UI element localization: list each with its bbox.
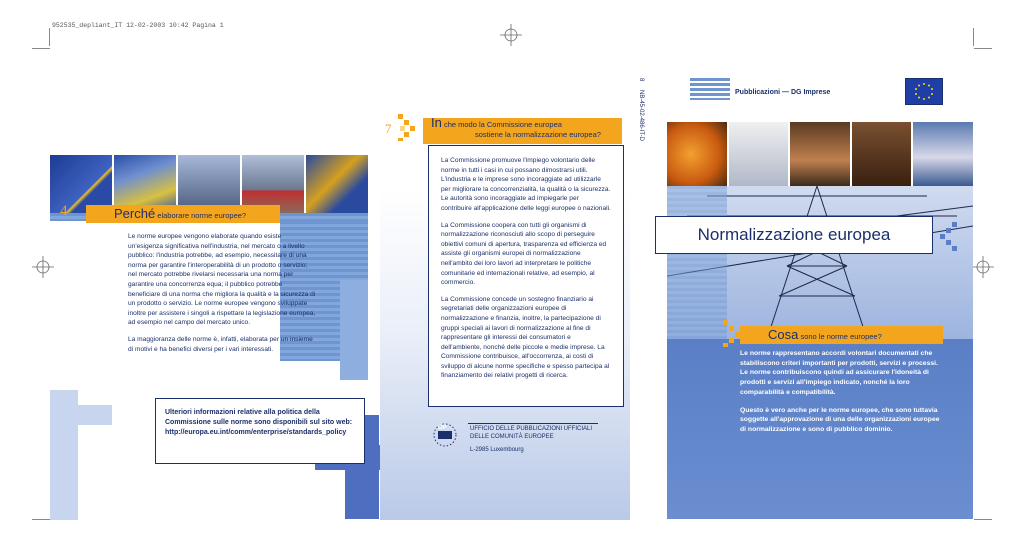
section-title-strong: Cosa — [768, 327, 799, 342]
section-title — [114, 205, 246, 225]
publisher — [470, 425, 592, 441]
left-body-text — [128, 232, 316, 361]
pixel-arrow-icon — [934, 220, 962, 261]
divider — [468, 423, 598, 424]
vertical-code: NB-45-02-486-IT-D — [638, 90, 644, 142]
publisher-line: DELLE COMUNITÀ EUROPEE — [470, 434, 554, 440]
right-body-text — [740, 349, 940, 435]
registration-mark-icon — [500, 24, 522, 46]
paragraph: Questo è vero anche per le norme europee, che sono tuttavia soggette all'approvazione di una delle organizzazioni europee di normalizzazione e sono di pubblico dominio. — [740, 406, 940, 433]
crop-mark — [32, 48, 50, 49]
section-title — [768, 326, 882, 346]
paragraph: La Commissione promuove l'impiego volontario delle norme in tutti i casi in cui possano dimostrarsi utili. L'industria e le imprese sono incoraggiate ad utilizzarle per migliorare la concorrenzialità, la qualità o la sicurezza. Le autorità sono incoraggiate ad impiegarle per contribuire all'applicazione delle leggi europee o nazionali. — [441, 157, 611, 212]
publisher-line: UFFICIO DELLE PUBBLICAZIONI UFFICIALI — [470, 426, 593, 432]
crop-mark — [974, 48, 992, 49]
paragraph: Le norme rappresentano accordi volontari documentati che stabiliscono criteri importanti per prodotti, servizi e processi. Le norme contribuiscono quindi ad assicurare l'idoneità di prodotti e servizi all'impiego indicato, nonché la loro comparabilità e compatibilità. — [740, 350, 938, 396]
blue-block — [340, 280, 368, 380]
person-photo-2 — [852, 122, 912, 186]
section-title-strong: Perché — [114, 206, 156, 221]
crop-mark — [32, 519, 50, 520]
photo-strip — [667, 122, 973, 186]
paragraph: Le norme europee vengono elaborate quando esiste un'esigenza significativa nell'industria, nel mercato o a livello pubblico: l'industria potrebbe, ad esempio, necessitare di una norma per garantire l'interoperabilità di un prodotto o servizio; nel mercato potrebbe rivelarsi necessaria una norma per garantire una concorrenza equa; il pubblico potrebbe beneficiare di una norma che migliora la qualità e la sicurezza di un prodotto o servizio. Le norme europee vengono sviluppate inoltre per assistere i singoli a rispettare la legislazione europea, ad esempio nel campo del mercato unico. — [128, 233, 316, 327]
publisher-city: L-2985 Luxembourg — [470, 447, 524, 453]
decorative-shape — [50, 390, 78, 520]
registration-mark-icon — [972, 256, 994, 278]
crop-mark — [974, 519, 992, 520]
paragraph: La Commissione coopera con tutti gli organismi di normalizzazione riconosciuti allo scopo di perseguire obiettivi comuni di apertura, trasparenza ed efficienza ed assiste gli organismi europei di normalizzazione nell'ambito dei loro lavori ad interpretare le politiche comunitarie ed internazionali relative, ad esempio, al commercio. — [441, 221, 607, 287]
section-title-rest: sono le norme europee? — [800, 332, 882, 341]
section-title — [431, 115, 601, 140]
section-title-strong: In — [431, 115, 442, 130]
info-box — [155, 398, 365, 464]
publications-label: Pubblicazioni — DG Imprese — [735, 89, 831, 96]
decorative-shape — [78, 405, 112, 425]
info-line: Commissione sulle norme sono disponibili sul sito web: — [165, 419, 353, 426]
blue-stripe — [667, 186, 727, 339]
person-photo — [790, 122, 850, 186]
middle-body-text — [428, 145, 624, 407]
crop-mark — [49, 28, 50, 46]
fruit-photo — [667, 122, 727, 186]
paragraph: La Commissione concede un sostegno finanziario ai segretariati delle organizzazioni europee di normalizzazione e finanzia, inoltre, la partecipazione di gruppi speciali ai lavori di normalizzazione al fine di rappresentare gli interessi dei consumatori e dell'ambiente, nonché delle piccole e medie imprese. La Commissione contribuisce, all'occorrenza, ai costi di sviluppo di alcune norme specifiche e spesso partecipa al finanziamento dei relativi progetti di ricerca. — [441, 295, 610, 380]
info-line: Ulteriori informazioni relative alla politica della — [165, 409, 320, 416]
section-title-rest: elaborare norme europee? — [157, 211, 247, 220]
paragraph: La maggioranza delle norme è, infatti, elaborata per un insieme di motivi e ha benefici diversi per i vari interessati. — [128, 335, 313, 353]
blue-lines-icon — [690, 78, 730, 100]
main-title: Normalizzazione europea — [655, 216, 933, 254]
lab-photo — [729, 122, 789, 186]
worker-photo — [913, 122, 973, 186]
eu-flag-icon — [905, 78, 943, 105]
vertical-page-number: 8 — [638, 78, 644, 82]
section-title-rest: sostiene la normalizzazione europea? — [475, 130, 601, 139]
section-number: 4 — [60, 203, 68, 219]
section-title-rest: che modo la Commissione europea — [443, 120, 562, 129]
registration-mark-icon — [32, 256, 54, 278]
print-header: 952535_depliant_IT 12-02-2003 10:42 Pagina 1 — [52, 22, 224, 29]
crop-mark — [973, 28, 974, 46]
eu-flags-photo-2 — [306, 155, 368, 213]
section-number: 7 — [385, 121, 392, 136]
op-logo-text: OP — [438, 425, 447, 431]
info-url-link[interactable]: http://europa.eu.int/comm/enterprise/standards_policy — [165, 429, 347, 436]
